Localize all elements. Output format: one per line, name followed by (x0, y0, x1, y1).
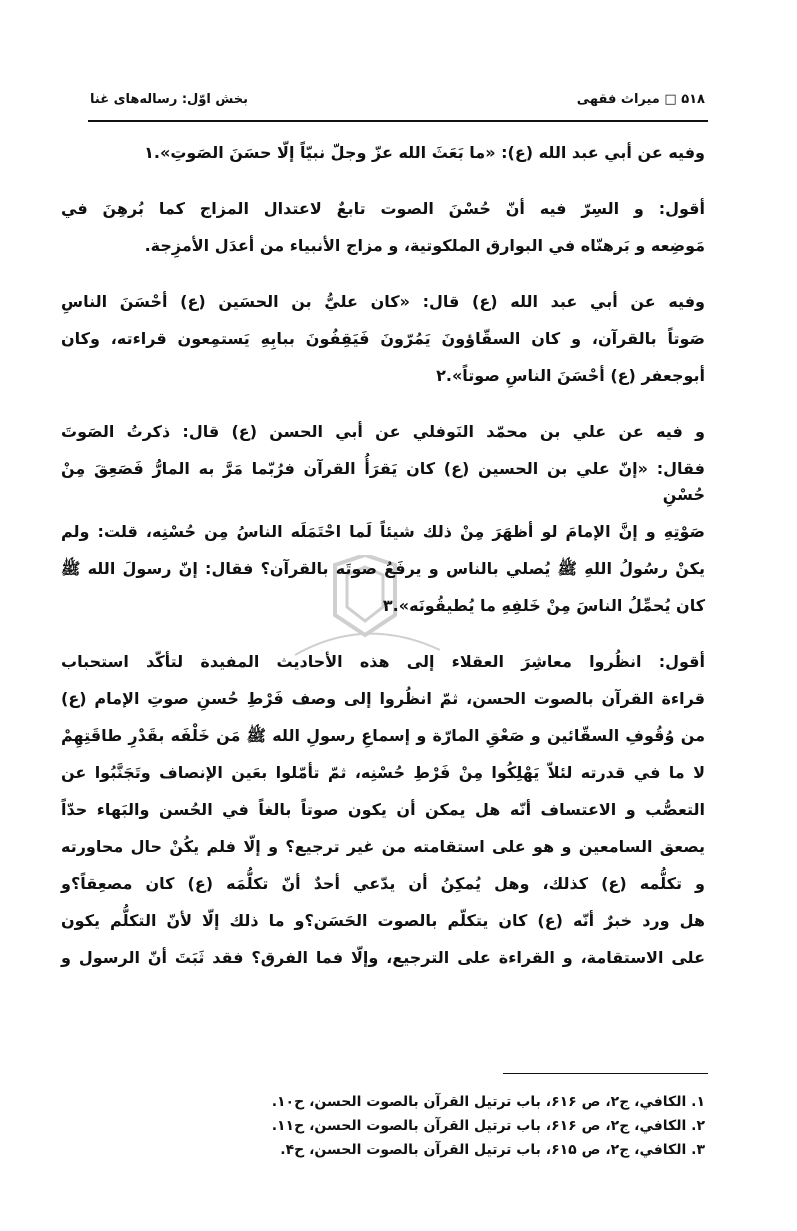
text-line: و فيه عن علي بن محمّد النَوفلي عن أبي الحسن (ع) قال: ذكرتُ الصَوتَ (61, 422, 705, 441)
text-line: و تكلُّمه (ع) كذلك، وهل يُمكِنُ أن يدّعي أحدٌ أنّ تكلُّمَه (ع) كان مصعِقاً؟و (61, 874, 705, 893)
text-line: أقول: انظُروا معاشِرَ العقلاء إلى هذه الأحاديث المفيدة لتأكّد استحباب (61, 652, 705, 671)
text-line: هل ورد خبرٌ أنّه (ع) كان يتكلّم بالصوت الحَسَن؟و ما ذلك إلّا لأنّ التكلُّم يكون (61, 911, 705, 930)
footnote-rule (503, 1073, 708, 1074)
text-line: وفيه عن أبي عبد الله (ع): «ما بَعَثَ الله عزّ وجلّ نبيّاً إلّا حسَنَ الصَوتِ».١ (144, 143, 705, 162)
text-line: من وُقُوفِ السقّائين و صَعْقِ المارّة و إسماعِ رسولِ الله ﷺ مَن خَلْفَه بقَدْرِ طاقَتِهِمْ (61, 726, 705, 745)
footnote: ٢. الكافي، ج٢، ص ۶۱۶، باب ترتيل القرآن بالصوت الحسن، ح١١. (271, 1118, 705, 1134)
running-header-page-title: ۵۱۸ □ میراث فقهی (576, 92, 705, 107)
text-line: فقال: «إنّ علي بن الحسين (ع) كان يَقرَأُ القرآن فرُبّما مَرَّ به المارُّ فَصَعِقَ مِنْ حُسْنِ (61, 459, 705, 504)
text-line: أقول: و السِرّ فيه أنّ حُسْنَ الصوت تابعٌ لاعتدال المزاج كما بُرهِنَ في (61, 199, 705, 218)
text-line: صَوتاً بالقرآن، و كان السقّاؤونَ يَمُرّونَ فَيَقِفُونَ ببابِهِ يَستمِعون قراءته، وكان (61, 329, 705, 348)
text-line: يكنْ رسُولُ اللهِ ﷺ يُصلي بالناس و يرفَعُ صوتَه بالقرآن؟ فقال: إنّ رسولَ الله ﷺ (61, 559, 705, 578)
text-line: التعصُّب و الاعتساف أنّه هل يمكن أن يكون صوتاً بالغاً في الحُسن والبَهاء حدّاً (61, 800, 705, 819)
text-line: يصعق السامعين و هو على استقامته من غير ترجيع؟ و إلّا فلم يكُنْ حال محاورته (61, 837, 705, 856)
text-line: صَوْتِهِ و إنَّ الإمامَ لو أظهَرَ مِنْ ذلك شيئاً لَما احْتَمَلَه الناسُ مِن حُسْنِه، قلت: ولم (61, 522, 705, 541)
footnote: ١. الكافي، ج٢، ص ۶۱۶، باب ترتيل القرآن بالصوت الحسن، ح١٠. (271, 1094, 705, 1110)
text-line: قراءة القرآن بالصوت الحسن، ثمّ انظُروا إلى وصف فَرْطِ حُسنِ صوتِ الإمام (ع) (61, 689, 705, 708)
footnote: ٣. الكافي، ج٢، ص ۶۱۵، باب ترتيل القرآن بالصوت الحسن، ح۴. (280, 1142, 705, 1158)
text-line: أبوجعفر (ع) أحْسَنَ الناسِ صوتاً».٢ (436, 366, 705, 385)
text-line: مَوضِعه و بَرهنّاه في البوارق الملكوتية، و مزاج الأنبياء من أعدَل الأمزِجة. (144, 236, 705, 255)
header-rule (88, 120, 708, 122)
text-line: وفيه عن أبي عبد الله (ع) قال: «كان عليُّ بن الحسَين (ع) أحْسَنَ الناسِ (61, 292, 705, 311)
text-line: لا ما في قدرته لئلاّ يَهْلِكُوا مِنْ فَرْطِ حُسْنِه، ثمّ تأمّلوا بعَين الإنصاف وتَجَنَّبُوا عن (61, 763, 705, 782)
body-text (61, 140, 705, 982)
running-header-section-title: بخش اوّل: رساله‌های غنا (90, 92, 249, 107)
footnotes (61, 1090, 705, 1162)
text-line: على الاستقامة، و القراءة على الترجيع، وإلّا فما الفرق؟ فقد ثَبَتَ أنّ الرسول و (61, 948, 705, 967)
text-line: كان يُحمِّلُ الناسَ مِنْ خَلفِهِ ما يُطيقُونَه».٣ (382, 596, 705, 615)
